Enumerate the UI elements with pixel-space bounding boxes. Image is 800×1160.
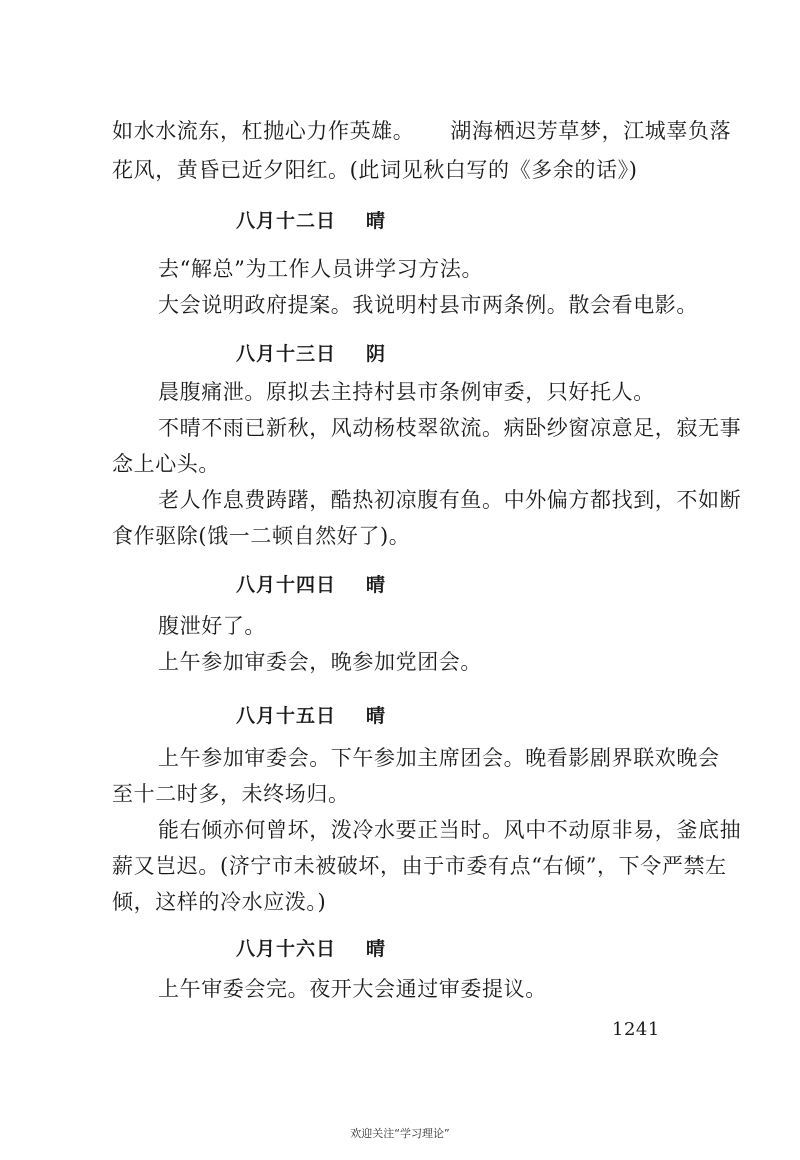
entry-heading bbox=[236, 572, 386, 598]
text-line: 上午审委会完。夜开大会通过审委提议。 bbox=[158, 977, 547, 1001]
entry-weather: 晴 bbox=[366, 210, 387, 232]
text-line bbox=[112, 117, 731, 145]
text-line: 花风，黄昏已近夕阳红。(此词见秋白写的《多余的话》) bbox=[112, 158, 638, 182]
entry-date: 八月十五日 bbox=[236, 705, 337, 727]
text-line: 倾，这样的冷水应泼。) bbox=[112, 890, 327, 914]
text-line: 晨腹痛泄。原拟去主持村县市条例审委，只好托人。 bbox=[158, 380, 655, 404]
page-number: 1241 bbox=[612, 1019, 660, 1040]
poem-fragment: 如水水流东，杠抛心力作英雄。 bbox=[112, 119, 415, 143]
text-line: 上午参加审委会，晚参加党团会。 bbox=[158, 650, 482, 674]
footer-caption: 欢迎关注“学习理论” bbox=[350, 1127, 450, 1140]
text-line: 大会说明政府提案。我说明村县市两条例。散会看电影。 bbox=[158, 293, 698, 317]
entry-heading bbox=[236, 341, 386, 367]
text-line: 薪又岂迟。(济宁市未被破坏，由于市委有点“右倾”，下令严禁左 bbox=[112, 854, 727, 878]
text-line: 至十二时多，未终场归。 bbox=[112, 782, 350, 806]
text-line: 能右倾亦何曾坏，泼冷水要正当时。风中不动原非易，釜底抽 bbox=[158, 818, 742, 842]
text-line: 腹泄好了。 bbox=[158, 614, 266, 638]
entry-weather: 阴 bbox=[366, 343, 387, 365]
entry-date: 八月十三日 bbox=[236, 343, 337, 365]
text-line: 不晴不雨已新秋，风动杨枝翠欲流。病卧纱窗凉意足，寂无事 bbox=[158, 416, 742, 440]
entry-weather: 晴 bbox=[366, 938, 387, 960]
entry-heading bbox=[236, 208, 386, 234]
entry-weather: 晴 bbox=[366, 574, 387, 596]
entry-date: 八月十二日 bbox=[236, 210, 337, 232]
text-line: 去“解总”为工作人员讲学习方法。 bbox=[158, 257, 484, 281]
entry-date: 八月十六日 bbox=[236, 938, 337, 960]
entry-heading bbox=[236, 703, 386, 729]
text-line: 念上心头。 bbox=[112, 452, 220, 476]
text-line: 上午参加审委会。下午参加主席团会。晚看影剧界联欢晚会 bbox=[158, 746, 720, 770]
entry-date: 八月十四日 bbox=[236, 574, 337, 596]
poem-fragment: 湖海栖迟芳草梦，江城辜负落 bbox=[450, 119, 732, 143]
entry-heading bbox=[236, 936, 386, 962]
text-line: 老人作息费踌躇，酷热初凉腹有鱼。中外偏方都找到，不如断 bbox=[158, 488, 742, 512]
entry-weather: 晴 bbox=[366, 705, 387, 727]
text-line: 食作驱除(饿一二顿自然好了)。 bbox=[112, 524, 411, 548]
